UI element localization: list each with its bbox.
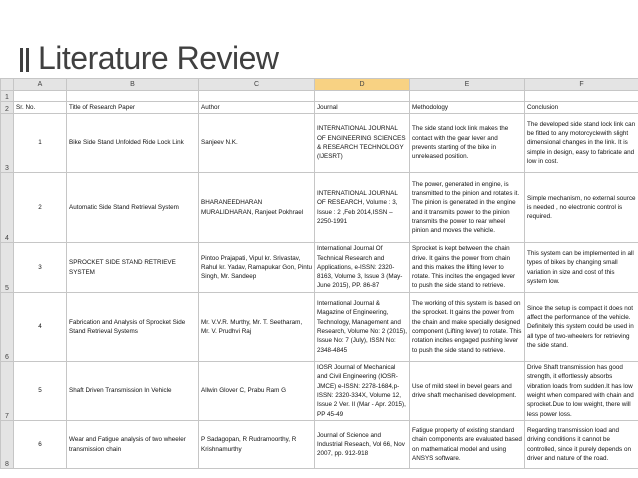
select-all-corner[interactable] [1, 79, 14, 91]
table-cell[interactable] [67, 91, 199, 102]
table-row [1, 421, 638, 469]
header-cell-author[interactable]: Author [199, 102, 315, 114]
conclusion-cell[interactable]: This system can be implemented in all types of bikes by changing small variation in size and cost of this system low. [525, 243, 638, 293]
title-cell[interactable]: Shaft Driven Transmission In Vehicle [67, 362, 199, 421]
title-accent-bars [20, 48, 29, 72]
sr-no-cell[interactable]: 5 [14, 362, 67, 421]
sr-no-cell[interactable]: 2 [14, 173, 67, 243]
title-cell[interactable]: Wear and Fatigue analysis of two wheeler transmission chain [67, 421, 199, 469]
table-row [1, 362, 638, 421]
methodology-cell[interactable]: Sprocket is kept between the chain drive. It gains the power from chain and this makes the lifting lever to rotate. This incites the engaged lever to push the side stand to retrieve. [410, 243, 525, 293]
table-row [1, 114, 638, 173]
sr-no-cell[interactable]: 4 [14, 293, 67, 362]
conclusion-cell[interactable]: Since the setup is compact it does not affect the performance of the vehicle. Definitely this system could be used in all type of two-wheelers for retrieving the side stand. [525, 293, 638, 362]
table-cell[interactable] [14, 91, 67, 102]
table-cell[interactable] [199, 91, 315, 102]
header-cell-title[interactable]: Title of Research Paper [67, 102, 199, 114]
title-cell[interactable]: Bike Side Stand Unfolded Ride Lock Link [67, 114, 199, 173]
column-header-d[interactable]: D [315, 79, 410, 91]
accent-bar [26, 48, 29, 72]
conclusion-cell[interactable]: Drive Shaft transmission has good strength, it effortlessly absorbs vibration loads from sudden.It has low weight when compared with chain and sprocket.Due to low weight, there will less power loss. [525, 362, 638, 421]
journal-cell[interactable]: INTERNATIONAL JOURNAL OF ENGINEERING SCIENCES & RESEARCH TECHNOLOGY (IJESRT) [315, 114, 410, 173]
author-cell[interactable]: Mr. V.V.R. Murthy, Mr. T. Seetharam, Mr. V. Prudhvi Raj [199, 293, 315, 362]
literature-table [0, 78, 638, 469]
journal-cell[interactable]: Journal of Science and Industrial Reseach, Vol 66, Nov 2007, pp. 912-918 [315, 421, 410, 469]
author-cell[interactable]: Allwin Glover C, Prabu Ram G [199, 362, 315, 421]
title-cell[interactable]: Automatic Side Stand Retrieval System [67, 173, 199, 243]
row-header[interactable]: 6 [1, 293, 14, 362]
conclusion-cell[interactable]: The developed side stand lock link can be fitted to any motorcyclewith slight dimensional changes in the link. It is simple in design, easy to fabricate and low in cost. [525, 114, 638, 173]
conclusion-cell[interactable]: Regarding transmission load and driving conditions it cannot be controlled, since it purely depends on driver and nature of the road. [525, 421, 638, 469]
sr-no-cell[interactable]: 1 [14, 114, 67, 173]
column-header-f[interactable]: F [525, 79, 638, 91]
column-header-b[interactable]: B [67, 79, 199, 91]
row-header[interactable]: 3 [1, 114, 14, 173]
row-header[interactable]: 1 [1, 91, 14, 102]
sr-no-cell[interactable]: 3 [14, 243, 67, 293]
methodology-cell[interactable]: The power, generated in engine, is transmitted to the pinion and rotates it. The pinion is generated in the engine and it transmits power to the pinion transmits the power to rear wheel pinion and moves the vehicle. [410, 173, 525, 243]
column-header-a[interactable]: A [14, 79, 67, 91]
journal-cell[interactable]: INTERNATIONAL JOURNAL OF RESEARCH, Volume : 3, Issue : 2 ,Feb 2014,ISSN – 2250-1991 [315, 173, 410, 243]
header-cell-journal[interactable]: Journal [315, 102, 410, 114]
author-cell[interactable]: BHARANEEDHARAN MURALIDHARAN, Ranjeet Pokhrael [199, 173, 315, 243]
column-header-c[interactable]: C [199, 79, 315, 91]
methodology-cell[interactable]: The side stand lock link makes the contact with the gear lever and prevents starting of the bike in unreleased position. [410, 114, 525, 173]
journal-cell[interactable]: International Journal Of Technical Research and Applications, e-ISSN: 2320-8163, Volume 3, Issue 3 (May-June 2015), PP. 86-87 [315, 243, 410, 293]
sr-no-cell[interactable]: 6 [14, 421, 67, 469]
spreadsheet [0, 78, 638, 478]
table-cell[interactable] [525, 91, 638, 102]
journal-cell[interactable]: International Journal & Magazine of Engineering, Technology, Management and Research, Volume No: 2 (2015), Issue No: 7 (July), ISSN No: 2348-4845 [315, 293, 410, 362]
row-header[interactable]: 8 [1, 421, 14, 469]
header-cell-conclusion[interactable]: Conclusion [525, 102, 638, 114]
header-cell-methodology[interactable]: Methodology [410, 102, 525, 114]
methodology-cell[interactable]: Fatigue property of existing standard chain components are evaluated based on mathematical model and using ANSYS software. [410, 421, 525, 469]
column-header-e[interactable]: E [410, 79, 525, 91]
author-cell[interactable]: Pintoo Prajapati, Vipul kr. Srivastav, Rahul kr. Yadav, Ramapukar Gon, Pintu Singh, Mr. Sandeep [199, 243, 315, 293]
accent-bar [20, 48, 23, 72]
row-header[interactable]: 4 [1, 173, 14, 243]
methodology-cell[interactable]: The working of this system is based on the sprocket. It gains the power from the chain and make specially designed component (Lifting lever) to rotate. This rotation incites engaged pushing lever to push the side stand to retrieve. [410, 293, 525, 362]
row-header[interactable]: 7 [1, 362, 14, 421]
table-row [1, 173, 638, 243]
header-cell-sr-no[interactable]: Sr. No. [14, 102, 67, 114]
slide-header [0, 0, 638, 78]
table-cell[interactable] [315, 91, 410, 102]
row-header[interactable]: 2 [1, 102, 14, 114]
table-row [1, 243, 638, 293]
title-cell[interactable]: Fabrication and Analysis of Sprocket Side Stand Retrieval Systems [67, 293, 199, 362]
methodology-cell[interactable]: Use of mild steel in bevel gears and drive shaft mechanised development. [410, 362, 525, 421]
title-cell[interactable]: SPROCKET SIDE STAND RETRIEVE SYSTEM [67, 243, 199, 293]
author-cell[interactable]: Sanjeev N.K. [199, 114, 315, 173]
row-header[interactable]: 5 [1, 243, 14, 293]
table-row [1, 293, 638, 362]
author-cell[interactable]: P Sadagopan, R Rudramoorthy, R Krishnamurthy [199, 421, 315, 469]
conclusion-cell[interactable]: Simple mechanism, no external source is needed , no electronic control is required. [525, 173, 638, 243]
journal-cell[interactable]: IOSR Journal of Mechanical and Civil Engineering (IOSR-JMCE) e-ISSN: 2278-1684,p-ISSN: 2320-334X, Volume 12, Issue 2 Ver. II (Mar - Apr. 2015), PP 45-49 [315, 362, 410, 421]
slide-title: Literature Review [38, 40, 279, 76]
table-cell[interactable] [410, 91, 525, 102]
